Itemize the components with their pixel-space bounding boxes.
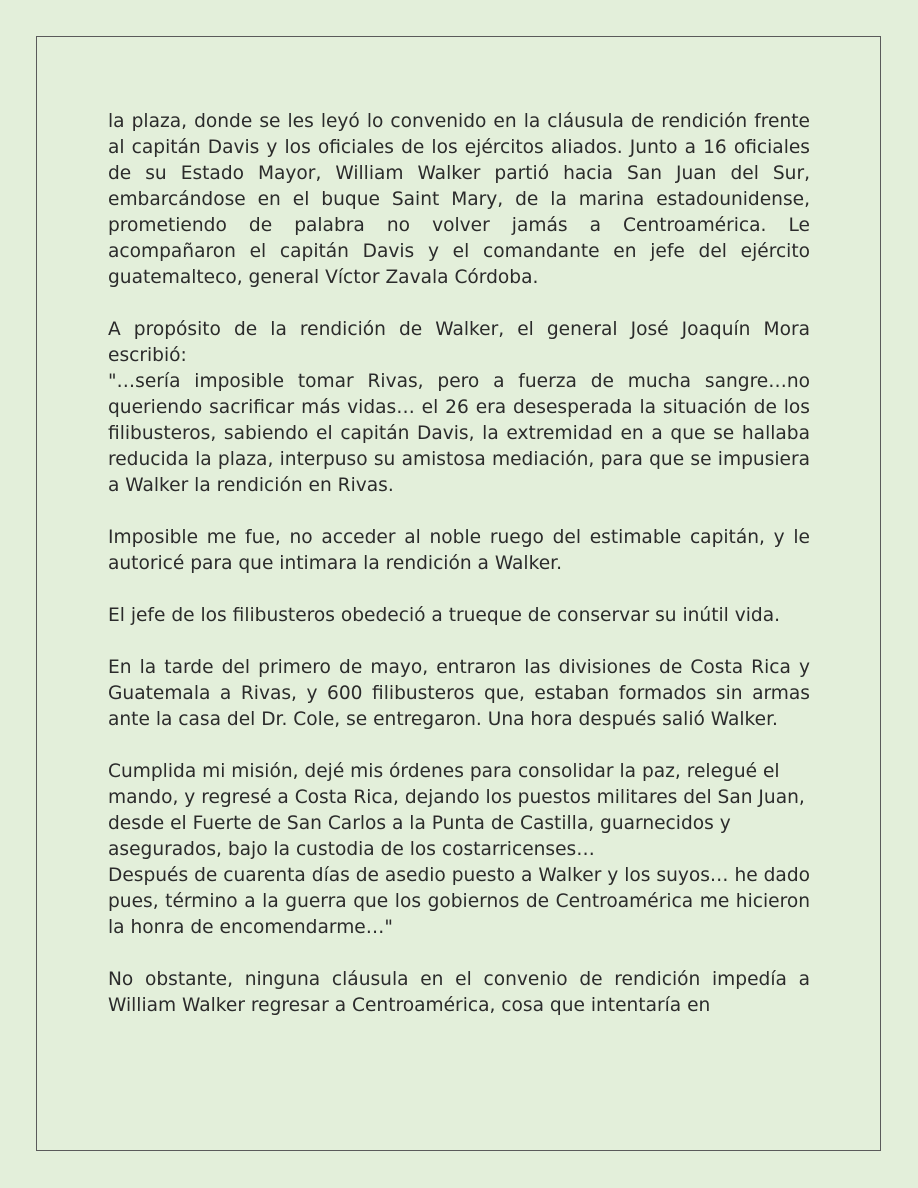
quote-paragraph-1: "…sería imposible tomar Rivas, pero a fuerza de mucha sangre…no queriendo sacrificar más vidas… el 26 era desesperada la situación de los filibusteros, sabiendo el capitán Davis, la extremidad en a que se hallaba reducida la plaza, interpuso su amistosa mediación, para que se impusiera a Walker la rendición en Rivas. [108, 371, 810, 496]
paragraph-2: A propósito de la rendición de Walker, el general José Joaquín Mora escribió: [108, 319, 810, 366]
quote-paragraph-4: En la tarde del primero de mayo, entraron las divisiones de Costa Rica y Guatemala a Rivas, y 600 filibusteros que, estaban formados sin armas ante la casa del Dr. Cole, se entregaron. Una hora después salió Walker. [108, 657, 810, 730]
quote-paragraph-2: Imposible me fue, no acceder al noble ruego del estimable capitán, y le autoricé para que intimara la rendición a Walker. [108, 527, 810, 574]
quote-paragraph-5: Cumplida mi misión, dejé mis órdenes para consolidar la paz, relegué el mando, y regresé a Costa Rica, dejando los puestos militares del San Juan, desde el Fuerte de San Carlos a la Punta de Castilla, guarnecidos y asegurados, bajo la custodia de los costarricenses… [108, 761, 805, 860]
paragraph-closing: No obstante, ninguna cláusula en el convenio de rendición impedía a William Walker regresar a Centroamérica, cosa que intentaría en [108, 969, 810, 1016]
paragraph-1: la plaza, donde se les leyó lo convenido en la cláusula de rendición frente al capitán Davis y los oficiales de los ejércitos aliados. Junto a 16 oficiales de su Estado Mayor, William Walker partió hacia San Juan del Sur, embarcándose en el buque Saint Mary, de la marina estadounidense, prometiendo de palabra no volver jamás a Centroamérica. Le acompañaron el capitán Davis y el comandante en jefe del ejército guatemalteco, general Víctor Zavala Córdoba. [108, 111, 810, 288]
document-body [108, 109, 810, 1019]
quote-paragraph-6: Después de cuarenta días de asedio puesto a Walker y los suyos… he dado pues, término a la guerra que los gobiernos de Centroamérica me hicieron la honra de encomendarme…" [108, 865, 810, 938]
quote-paragraph-3: El jefe de los filibusteros obedeció a trueque de conservar su inútil vida. [108, 605, 780, 626]
